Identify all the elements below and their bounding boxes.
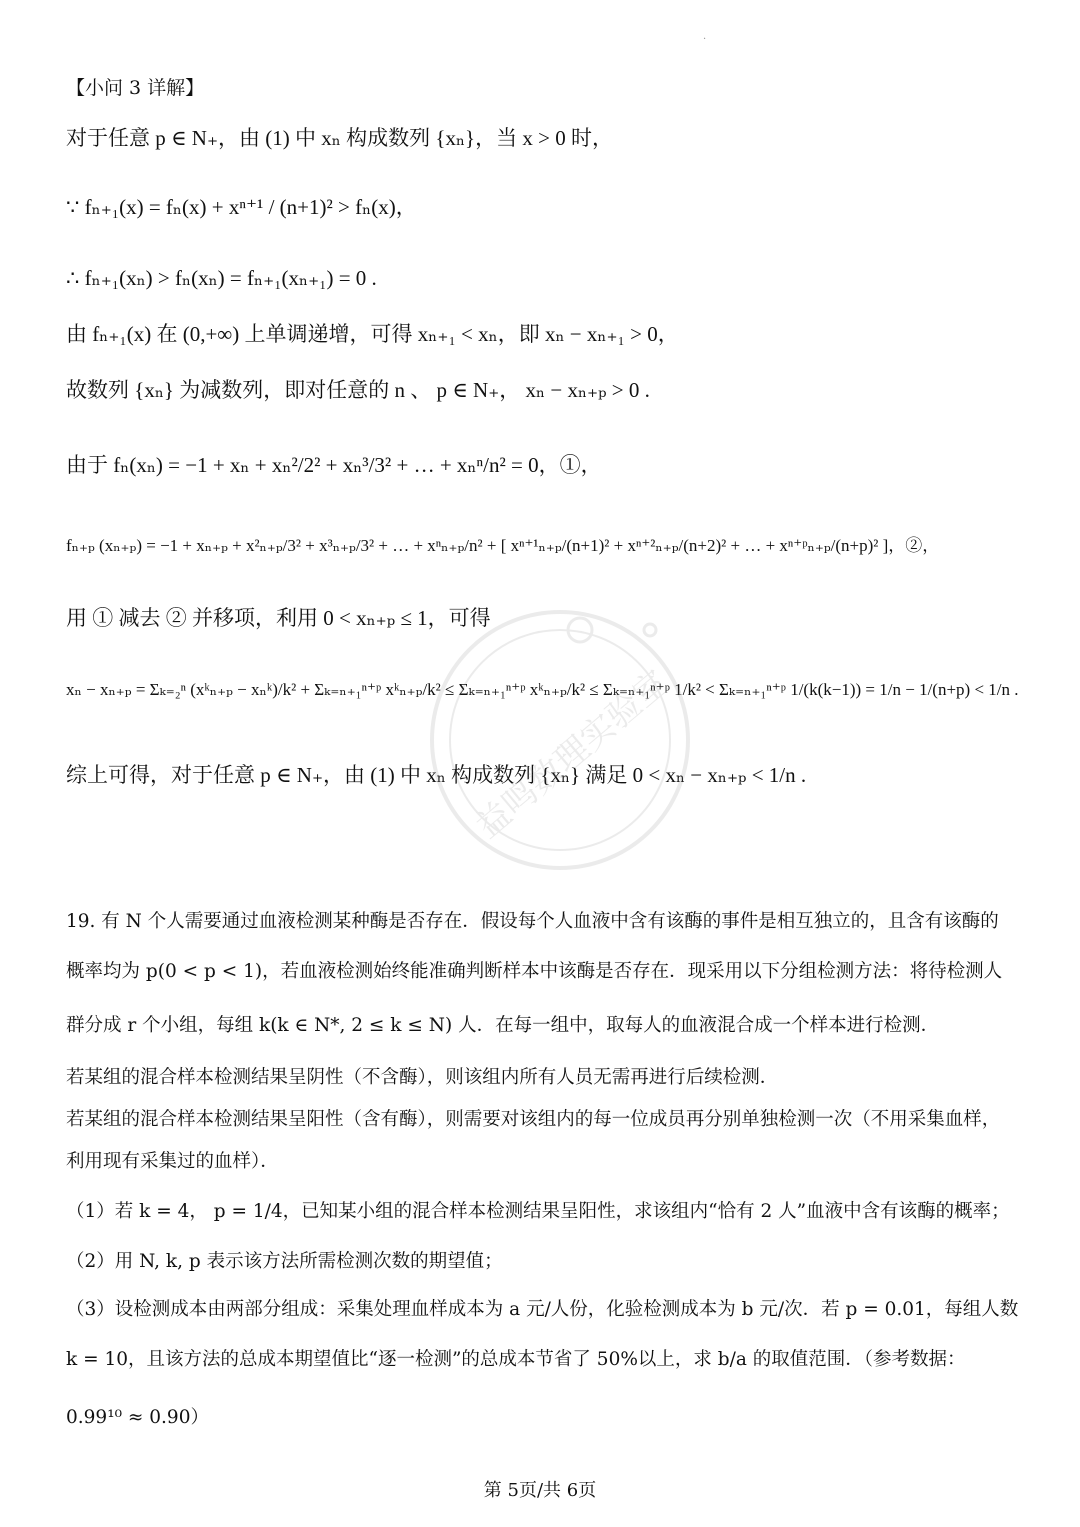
question-1: （1）若 k = 4， p = 1/4，已知某小组的混合样本检测结果呈阳性，求该组内“恰有 2 人”血液中含有该酶的概率； — [66, 1201, 1010, 1222]
question-3-line-2: k = 10，且该方法的总成本期望值比“逐一检测”的总成本节省了 50%以上，求 b/a 的取值范围．（参考数据： — [66, 1349, 966, 1370]
question-3-line-1: （3）设检测成本由两部分组成：采集处理血样成本为 a 元/人份，化验检测成本为 b 元/次．若 p = 0.01，每组人数 — [66, 1299, 1019, 1320]
proof-line-1: 对于任意 p ∈ N₊，由 (1) 中 xₙ 构成数列 {xₙ}，当 x > 0 时， — [66, 126, 613, 150]
proof-line-5: 故数列 {xₙ} 为减数列，即对任意的 n 、 p ∈ N₊， xₙ − xₙ₊ₚ > 0 . — [66, 378, 650, 402]
problem-line-6: 利用现有采集过的血样）． — [66, 1151, 279, 1172]
corner-dot: · — [703, 34, 707, 45]
proof-line-8: 用 ① 减去 ② 并移项，利用 0 < xₙ₊ₚ ≤ 1，可得 — [66, 606, 491, 630]
question-2: （2）用 N, k, p 表示该方法所需检测次数的期望值； — [66, 1251, 503, 1272]
watermark-seal — [420, 600, 700, 880]
question-3-line-3: 0.99¹⁰ ≈ 0.90） — [66, 1407, 209, 1428]
problem-line-4: 若某组的混合样本检测结果呈阴性（不含酶），则该组内所有人员无需再进行后续检测． — [66, 1067, 779, 1088]
proof-line-3: ∴ fₙ₊₁(xₙ) > fₙ(xₙ) = fₙ₊₁(xₙ₊₁) = 0 . — [66, 266, 377, 290]
proof-line-6: 由于 fₙ(xₙ) = −1 + xₙ + xₙ²/2² + xₙ³/3² + … + xₙⁿ/n² = 0，①， — [66, 453, 602, 477]
proof-line-9: xₙ − xₙ₊ₚ = Σₖ₌₂ⁿ (xᵏₙ₊ₚ − xₙᵏ)/k² + Σₖ₌ₙ₊₁ⁿ⁺ᵖ xᵏₙ₊ₚ/k² ≤ Σₖ₌ₙ₊₁ⁿ⁺ᵖ xᵏₙ₊ₚ/k² ≤ Σₖ₌ₙ₊₁ⁿ⁺ᵖ 1/k² < Σₖ₌ₙ₊₁ⁿ⁺ᵖ 1/(k(k−1)) = 1/n − 1/(n+p) < 1/n . — [66, 680, 1019, 699]
section-header: 【小问 3 详解】 — [66, 77, 205, 99]
problem-line-3: 群分成 r 个小组，每组 k(k ∈ N*, 2 ≤ k ≤ N) 人．在每一组中，取每人的血液混合成一个样本进行检测． — [66, 1015, 940, 1036]
page-footer: 第 5页/共 6页 — [483, 1480, 597, 1501]
proof-line-4: 由 fₙ₊₁(x) 在 (0,+∞) 上单调递增，可得 xₙ₊₁ < xₙ，即 xₙ − xₙ₊₁ > 0， — [66, 322, 679, 346]
proof-line-10: 综上可得，对于任意 p ∈ N₊，由 (1) 中 xₙ 构成数列 {xₙ} 满足 0 < xₙ − xₙ₊ₚ < 1/n . — [66, 763, 807, 787]
proof-line-7: fₙ₊ₚ (xₙ₊ₚ) = −1 + xₙ₊ₚ + x²ₙ₊ₚ/3² + x³ₙ₊ₚ/3² + … + xⁿₙ₊ₚ/n² + [ xⁿ⁺¹ₙ₊ₚ/(n+1)² + xⁿ⁺²ₙ₊ₚ/(n+2)² + … + xⁿ⁺ᵖₙ₊ₚ/(n+p)² ]，②， — [66, 536, 940, 555]
svg-text:益鸣数理实验室: 益鸣数理实验室 — [468, 662, 677, 847]
problem-line-1: 19. 有 N 个人需要通过血液检测某种酶是否存在．假设每个人血液中含有该酶的事件是相互独立的，且含有该酶的 — [66, 911, 999, 932]
problem-line-2: 概率均为 p(0 < p < 1)，若血液检测始终能准确判断样本中该酶是否存在．现采用以下分组检测方法：将待检测人 — [66, 961, 1003, 982]
problem-line-5: 若某组的混合样本检测结果呈阳性（含有酶），则需要对该组内的每一位成员再分别单独检测一次（不用采集血样， — [66, 1109, 1001, 1130]
proof-line-2: ∵ fₙ₊₁(x) = fₙ(x) + xⁿ⁺¹ / (n+1)² > fₙ(x)， — [66, 195, 417, 219]
